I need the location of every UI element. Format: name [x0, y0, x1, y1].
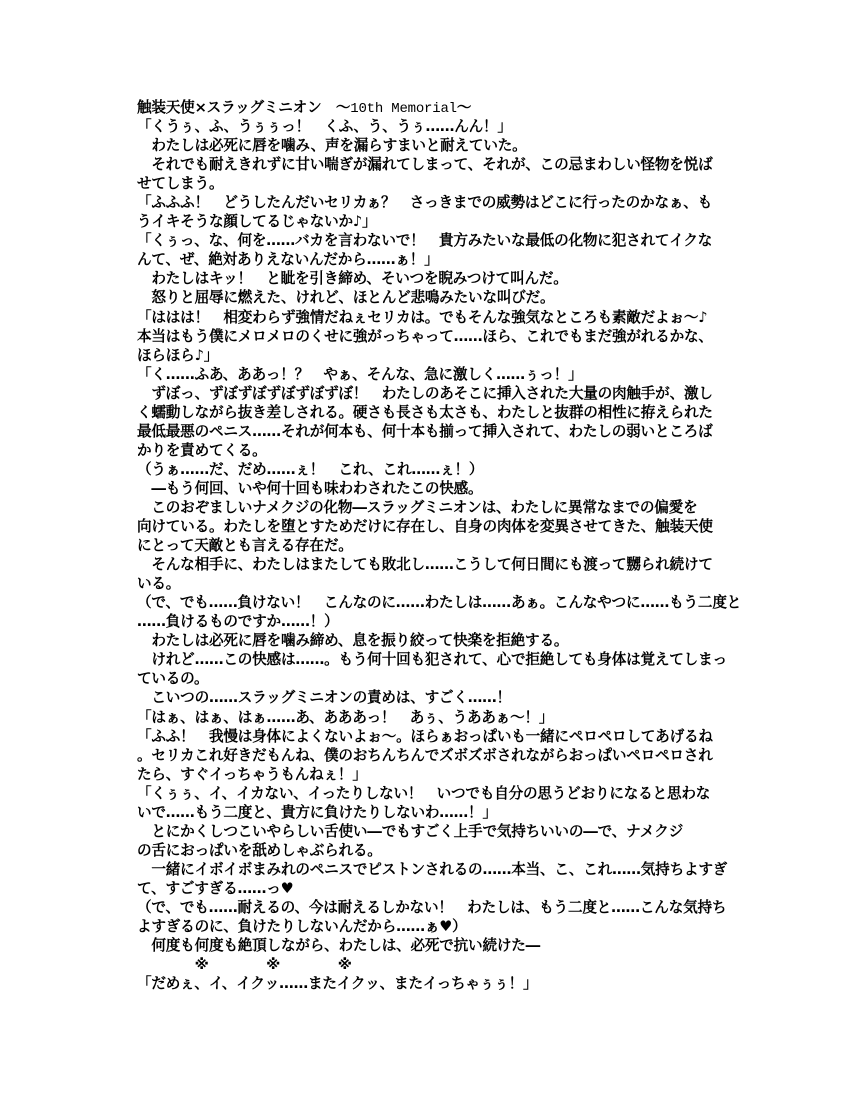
text-line: 「くぅぅ、イ、イカない、イったりしない！ いつでも自分の思うどおりになると思わな — [137, 784, 711, 802]
text-line: 向けている。わたしを堕とすためだけに存在し、自身の肉体を変異させてきた、触装天使 — [137, 518, 713, 536]
title-main: 触装天使×スラッグミニオン ～ — [137, 99, 351, 116]
text-line: 怒りと屈辱に燃えた、けれど、ほとんど悲鳴みたいな叫びだ。 — [137, 289, 555, 307]
text-line: んて、ぜ、絶対ありえないんだから……ぁ！」 — [137, 251, 439, 269]
text-line: そんな相手に、わたしはまたしても敗北し……こうして何日間にも渡って嬲られ続けて — [137, 556, 713, 574]
text-line: うイキそうな顔してるじゃないか♪」 — [137, 213, 377, 231]
text-line: このおぞましいナメクジの化物―スラッグミニオンは、わたしに異常なまでの偏愛を — [137, 498, 698, 516]
text-line: 一緒にイボイボまみれのペニスでピストンされるの……本当、こ、これ……気持ちよすぎ — [137, 860, 728, 878]
text-line: それでも耐えきれずに甘い喘ぎが漏れてしまって、それが、この忌まわしい怪物を悦ば — [137, 156, 713, 174]
text-line: 「ふふふ！ どうしたんだいセリカぁ？ さっきまでの威勢はどこに行ったのかなぁ、も — [137, 194, 713, 212]
text-line: ほらほら♪」 — [137, 346, 219, 364]
text-line: いる。 — [137, 575, 181, 593]
text-line: 「くぅっ、な、何を……バカを言わないで！ 貴方みたいな最低の化物に犯されてイクな — [137, 232, 713, 250]
text-line: 「ははは！ 相変わらず強情だねぇセリカは。でもそんな強気なところも素敵だよぉ～♪ — [137, 308, 708, 326]
body-text — [137, 117, 742, 993]
text-line: 本当はもう僕にメロメロのくせに強がっちゃって……ほら、これでもまだ強がれるかな、 — [137, 327, 713, 345]
text-line: せてしまう。 — [137, 175, 224, 193]
text-line: とにかくしつこいやらしい舌使い―でもすごく上手で気持ちいいの―で、ナメクジ — [137, 822, 684, 840]
text-line: て、すごすぎる……っ♥ — [137, 879, 294, 897]
text-line: こいつの……スラッグミニオンの責めは、すごく……！ — [137, 689, 511, 707]
text-line: （で、でも……負けない！ こんなのに……わたしは……あぁ。こんなやつに……もう二度と — [137, 594, 742, 612]
text-line: たら、すぐイっちゃうもんねぇ！」 — [137, 765, 367, 783]
text-line: ―もう何回、いや何十回も味わわされたこの快感。 — [137, 479, 483, 497]
text-line: の舌におっぱいを舐めしゃぶられる。 — [137, 841, 382, 859]
text-line: 「はぁ、はぁ、はぁ……あ、あああっ！ あぅ、うああぁ～！」 — [137, 708, 554, 726]
text-line: ※ ※ ※ — [137, 956, 352, 974]
text-line: 「く……ふあ、ああっ！？ やぁ、そんな、急に激しく……ぅっ！」 — [137, 365, 583, 383]
text-line: 最低最悪のペニス……それが何本も、何十本も揃って挿入されて、わたしの弱いところば — [137, 422, 713, 440]
text-line: にとって天敵とも言える存在だ。 — [137, 537, 353, 555]
text-line: 「ふふ！ 我慢は身体によくないよぉ～。ほらぁおっぱいも一緒にペロペロしてあげるね — [137, 727, 713, 745]
text-line: けれど……この快感は……。もう何十回も犯されて、心で拒絶しても身体は覚えてしまっ — [137, 651, 727, 669]
text-line: 「くうぅ、ふ、うぅぅっ！ くふ、う、うぅ……んん！」 — [137, 118, 512, 136]
title-memorial: 10th Memorial — [350, 101, 457, 117]
text-line: ているの。 — [137, 670, 209, 688]
document-page — [137, 98, 742, 993]
text-line: かりを責めてくる。 — [137, 441, 267, 459]
title-end: ～ — [456, 99, 472, 116]
text-line: く蠕動しながら抜き差しされる。硬さも長さも太さも、わたしと抜群の相性に拵えられた — [137, 403, 713, 421]
text-line: 。セリカこれ好きだもんね、僕のおちんちんでズボズボされながらおっぱいペロペロされ — [137, 746, 713, 764]
text-line: 「だめぇ、イ、イクッ……またイクッ、またイっちゃぅぅ！」 — [137, 975, 538, 993]
text-line: よすぎるのに、負けたりしないんだから……ぁ♥） — [137, 918, 467, 936]
text-line: いで……もう二度と、貴方に負けたりしないわ……！」 — [137, 803, 497, 821]
text-line: （で、でも……耐えるの、今は耐えるしかない！ わたしは、もう二度と……こんな気持ち — [137, 898, 727, 916]
text-line: （うぁ……だ、だめ……ぇ！ これ、これ……ぇ！） — [137, 460, 484, 478]
text-line: わたしは必死に唇を噛み、声を漏らすまいと耐えていた。 — [137, 137, 527, 155]
document-title — [137, 98, 737, 117]
text-line: わたしはキッ！ と眦を引き締め、そいつを睨みつけて叫んだ。 — [137, 270, 568, 288]
text-line: 何度も何度も絶頂しながら、わたしは、必死で抗い続けた― — [137, 937, 541, 955]
text-line: ……負けるものですか……！） — [137, 613, 339, 631]
text-line: わたしは必死に唇を噛み締め、息を振り絞って快楽を拒絶する。 — [137, 632, 569, 650]
text-line: ずぼっ、ずぼずぼずぼずぼずぼ！ わたしのあそこに挿入された大量の肉触手が、激し — [137, 384, 713, 402]
